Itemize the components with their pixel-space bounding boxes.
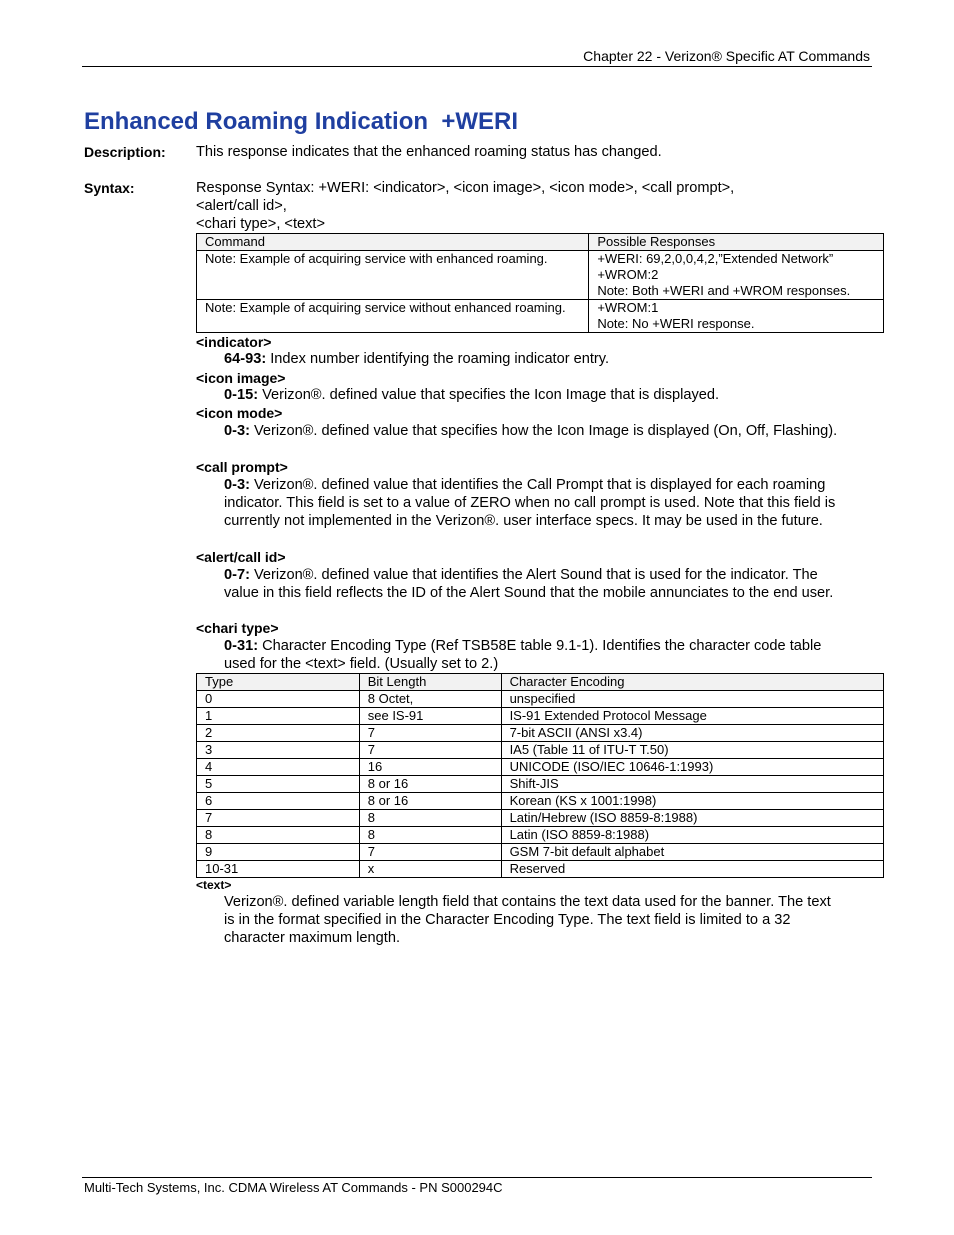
- responses-cell: [589, 300, 884, 333]
- column-header-bit-length: Bit Length: [359, 674, 501, 691]
- character-encoding-cell: IA5 (Table 11 of ITU-T T.50): [501, 742, 883, 759]
- character-encoding-table: [196, 673, 884, 878]
- page-footer: Multi-Tech Systems, Inc. CDMA Wireless AT Commands - PN S000294C: [84, 1180, 503, 1195]
- syntax-label: Syntax:: [84, 180, 135, 196]
- bit-length-cell: 8 or 16: [359, 776, 501, 793]
- type-cell: 9: [197, 844, 360, 861]
- bit-length-cell: see IS-91: [359, 708, 501, 725]
- character-encoding-cell: Latin (ISO 8859-8:1988): [501, 827, 883, 844]
- bit-length-cell: x: [359, 861, 501, 878]
- table-row: [197, 742, 884, 759]
- table-header-row: [197, 234, 884, 251]
- character-encoding-cell: unspecified: [501, 691, 883, 708]
- type-cell: 0: [197, 691, 360, 708]
- type-cell: 1: [197, 708, 360, 725]
- response-line: Note: No +WERI response.: [597, 316, 755, 331]
- syntax-line-3: <chari type>, <text>: [196, 216, 325, 232]
- table-row: [197, 691, 884, 708]
- response-line: +WERI: 69,2,0,0,4,2,”Extended Network”: [597, 251, 834, 266]
- param-name-icon-image: <icon image>: [196, 370, 286, 386]
- table-row: [197, 776, 884, 793]
- response-line: Note: Both +WERI and +WROM responses.: [597, 283, 851, 298]
- param-text: Character Encoding Type (Ref TSB58E table 9.1-1). Identifies the character code table used for the <text> field. (Usually set to 2.): [224, 638, 822, 672]
- type-cell: 7: [197, 810, 360, 827]
- bit-length-cell: 8 Octet,: [359, 691, 501, 708]
- command-cell: Note: Example of acquiring service with enhanced roaming.: [197, 251, 589, 300]
- param-range: 0-15:: [224, 387, 259, 403]
- description-label: Description:: [84, 144, 166, 160]
- table-row: [197, 827, 884, 844]
- bit-length-cell: 8 or 16: [359, 793, 501, 810]
- param-desc-indicator: [224, 350, 844, 368]
- header-divider: [82, 66, 872, 67]
- character-encoding-cell: UNICODE (ISO/IEC 10646-1:1993): [501, 759, 883, 776]
- page-header-chapter: Chapter 22 - Verizon® Specific AT Commands: [583, 48, 870, 64]
- type-cell: 3: [197, 742, 360, 759]
- param-text: Verizon®. defined value that identifies the Alert Sound that is used for the indicator. The value in this field reflects the ID of the Alert Sound that the mobile annunciates to the end user.: [224, 567, 834, 601]
- param-name-icon-mode: <icon mode>: [196, 405, 283, 421]
- type-cell: 4: [197, 759, 360, 776]
- table-row: [197, 861, 884, 878]
- type-cell: 10-31: [197, 861, 360, 878]
- response-line: +WROM:2: [597, 267, 659, 282]
- param-desc-chari-type: [224, 637, 844, 673]
- character-encoding-cell: Korean (KS x 1001:1998): [501, 793, 883, 810]
- syntax-line-2: <alert/call id>,: [196, 198, 287, 214]
- response-line: +WROM:1: [597, 300, 659, 315]
- footer-divider: [82, 1177, 872, 1178]
- param-text: Verizon®. defined value that specifies how the Icon Image is displayed (On, Off, Flashing).: [249, 423, 838, 439]
- param-desc-icon-mode: [224, 422, 844, 440]
- character-encoding-cell: IS-91 Extended Protocol Message: [501, 708, 883, 725]
- bit-length-cell: 7: [359, 725, 501, 742]
- table-row: [197, 844, 884, 861]
- column-header-type: Type: [197, 674, 360, 691]
- table-row: [197, 793, 884, 810]
- syntax-line-1: Response Syntax: +WERI: <indicator>, <icon image>, <icon mode>, <call prompt>,: [196, 180, 735, 196]
- command-response-table: [196, 233, 884, 333]
- table-row: [197, 759, 884, 776]
- bit-length-cell: 8: [359, 827, 501, 844]
- param-name-indicator: <indicator>: [196, 334, 272, 350]
- bit-length-cell: 7: [359, 742, 501, 759]
- bit-length-cell: 7: [359, 844, 501, 861]
- character-encoding-cell: GSM 7-bit default alphabet: [501, 844, 883, 861]
- param-range: 0-3:: [224, 423, 250, 439]
- character-encoding-cell: 7-bit ASCII (ANSI x3.4): [501, 725, 883, 742]
- type-cell: 6: [197, 793, 360, 810]
- param-range: 0-31:: [224, 638, 259, 654]
- description-text: This response indicates that the enhanced roaming status has changed.: [196, 144, 662, 160]
- param-range: 64-93:: [224, 351, 267, 367]
- table-header-row: [197, 674, 884, 691]
- type-cell: 8: [197, 827, 360, 844]
- column-header-responses: Possible Responses: [589, 234, 884, 251]
- param-range: 0-7:: [224, 567, 250, 583]
- table-row: [197, 725, 884, 742]
- param-desc-text: Verizon®. defined variable length field that contains the text data used for the banner. The text is in the format specified in the Character Encoding Type. The text field is limited to a 32 character maximum length.: [224, 894, 831, 946]
- column-header-character-encoding: Character Encoding: [501, 674, 883, 691]
- character-encoding-cell: Shift-JIS: [501, 776, 883, 793]
- type-cell: 2: [197, 725, 360, 742]
- character-encoding-cell: Latin/Hebrew (ISO 8859-8:1988): [501, 810, 883, 827]
- param-range: 0-3:: [224, 477, 250, 493]
- param-text: Index number identifying the roaming indicator entry.: [266, 351, 610, 367]
- table-row: [197, 300, 884, 333]
- column-header-command: Command: [197, 234, 589, 251]
- command-cell: Note: Example of acquiring service without enhanced roaming.: [197, 300, 589, 333]
- table-row: [197, 810, 884, 827]
- param-text: Verizon®. defined value that identifies the Call Prompt that is displayed for each roaming indicator. This field is set to a value of ZERO when no call prompt is used. Note that this field is currently not implemented in the Verizon®. user interface specs. It may be used in the future.: [224, 477, 836, 529]
- param-desc-alert-call-id: [224, 566, 844, 602]
- type-cell: 5: [197, 776, 360, 793]
- param-name-chari-type: <chari type>: [196, 620, 279, 636]
- responses-cell: [589, 251, 884, 300]
- param-name-text: <text>: [196, 878, 232, 892]
- param-name-alert-call-id: <alert/call id>: [196, 549, 286, 565]
- param-name-call-prompt: <call prompt>: [196, 459, 288, 475]
- bit-length-cell: 16: [359, 759, 501, 776]
- encoding-table-body: [197, 691, 884, 878]
- param-text: Verizon®. defined value that specifies the Icon Image that is displayed.: [258, 387, 720, 403]
- bit-length-cell: 8: [359, 810, 501, 827]
- character-encoding-cell: Reserved: [501, 861, 883, 878]
- table-row: [197, 251, 884, 300]
- param-desc-call-prompt: [224, 476, 844, 530]
- param-desc-icon-image: [224, 386, 844, 404]
- page-title: Enhanced Roaming Indication +WERI: [84, 108, 519, 135]
- table-row: [197, 708, 884, 725]
